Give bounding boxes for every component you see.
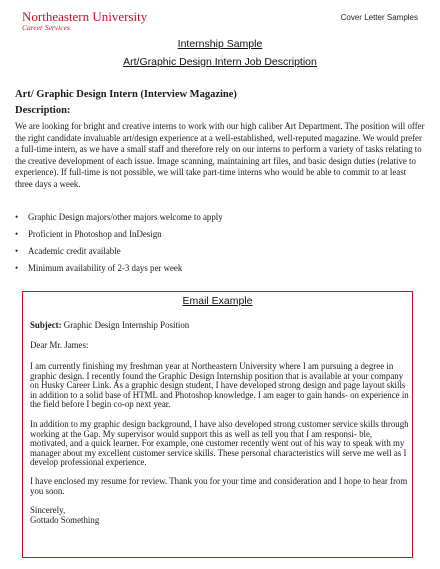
document-type-label: Cover Letter Samples xyxy=(340,13,418,22)
email-paragraph-1: I am currently finishing my freshman year at Northeastern University where I am pursuing a degree in graphic design. I recently found the Graphic Design Internship position that is available at your company on Husky Career Link. As a graphic design student, I have developed strong design and page layout skills in addition to a solid base of HTML and Photoshop knowledge. I am eager to gain hands- on experience in the field before I begin co-op next year. xyxy=(30,361,409,410)
list-item: • Proficient in Photoshop and InDesign xyxy=(15,226,223,243)
list-item: • Minimum availability of 2-3 days per week xyxy=(15,260,223,277)
description-text: We are looking for bright and creative interns to work with our high caliber Art Department. The position will offer the right candidate invaluable art/design experience at a well-established, well-reputed magazine. We would prefer a full-time intern, as we have a small staff and therefore rely on our interns to perform a variety of tasks relating to the creative development of each issue. Image scanning, maintaining art files, and basic design duties (relative to experience). If full-time is not possible, we will take part-time interns who would be able to commit to at least three days a week. xyxy=(15,121,425,189)
email-example-box xyxy=(22,291,413,558)
email-subject-label: Subject: xyxy=(30,320,62,330)
email-subject-line xyxy=(30,321,410,331)
logo-university-name: Northeastern University xyxy=(22,9,148,24)
email-paragraph-2: In addition to my graphic design background, I have also developed strong customer service skills through working at the Gap. My supervisor would support this as well as tell you that I am responsi- ble, motivated, and a quick learner. For example, one customer recently went out of his way to speak with my manager about my excellent customer service skills. These personal characteristics will serve me well as I develop professional experience. xyxy=(30,419,409,468)
email-paragraph-3: I have enclosed my resume for review. Thank you for your time and consideration and I hope to hear from you soon. xyxy=(30,476,408,496)
list-item: • Graphic Design majors/other majors welcome to apply xyxy=(15,209,223,226)
university-logo xyxy=(22,10,147,32)
list-item: • Academic credit available xyxy=(15,243,223,260)
requirements-list xyxy=(15,209,223,277)
email-heading: Email Example xyxy=(182,295,253,307)
description-heading: Description: xyxy=(15,105,71,116)
email-greeting: Dear Mr. James: xyxy=(30,340,89,350)
logo-department-name: Career Services xyxy=(22,23,70,32)
job-title: Art/ Graphic Design Intern (Interview Magazine) xyxy=(15,89,237,100)
email-signature: Gottado Something xyxy=(30,515,100,525)
email-subject: Graphic Design Internship Position xyxy=(63,320,190,330)
email-closing: Sincerely, xyxy=(30,505,66,515)
page-title: Internship Sample xyxy=(177,38,263,50)
page-subtitle: Art/Graphic Design Intern Job Description xyxy=(123,56,317,68)
